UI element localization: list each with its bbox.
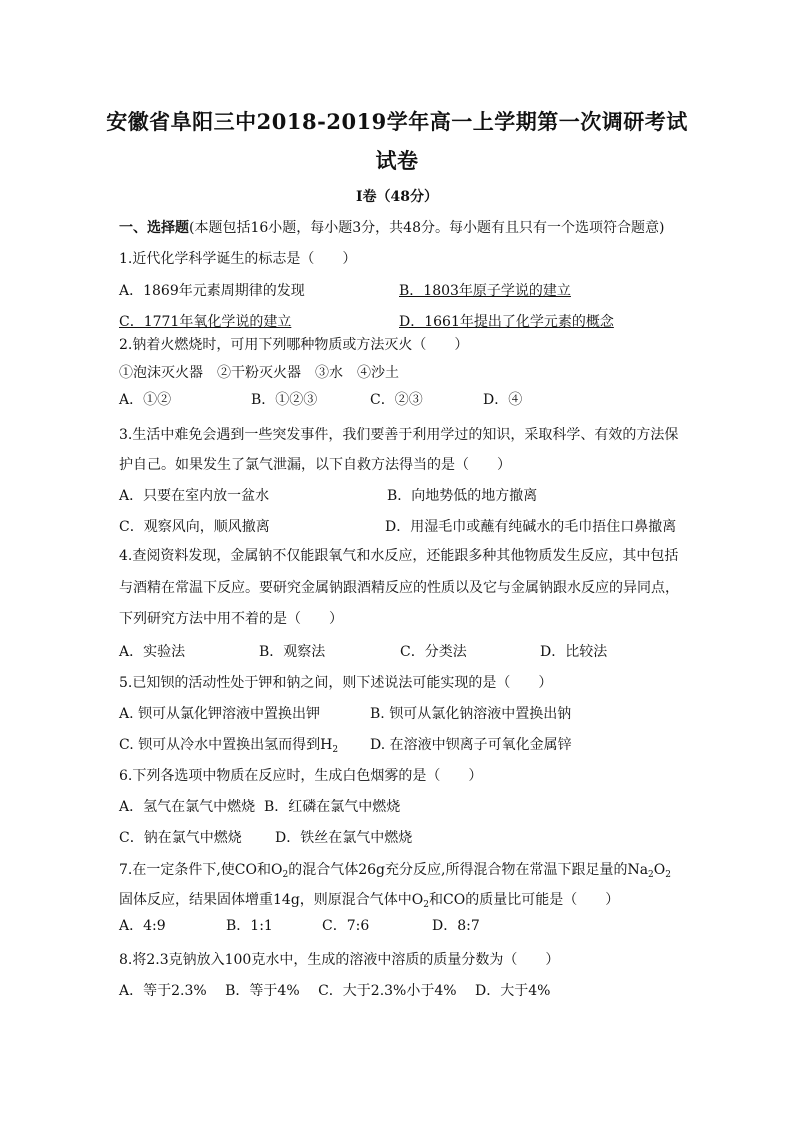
- q7-option-a: A．4:9: [119, 918, 166, 934]
- q4-stem-line2: 与酒精在常温下反应。要研究金属钠跟酒精反应的性质以及它与金属钠跟水反应的异同点，: [119, 580, 679, 596]
- q7-stem-line2: [119, 890, 619, 910]
- q7-text-1: 7.在一定条件下,使CO和O: [119, 862, 283, 878]
- q1-option-b: B．1803年原子学说的建立: [399, 283, 571, 299]
- q4-option-d: D．比较法: [540, 644, 608, 660]
- section-note: (本题包括16小题，每小题3分，共48分。每小题有且只有一个选项符合题意): [189, 220, 665, 236]
- q7-option-c: C．7:6: [322, 918, 370, 934]
- q2-option-c: C．②③: [370, 392, 423, 408]
- q2-items: ①泡沫灭火器 ②干粉灭火器 ③水 ④沙土: [119, 365, 399, 381]
- q6-option-a: A．氢气在氯气中燃烧: [119, 799, 256, 815]
- section-title: 一、选择题: [119, 220, 189, 236]
- q2-option-d: D．④: [483, 392, 523, 408]
- q1-stem: 1.近代化学科学诞生的标志是（ ）: [119, 251, 357, 267]
- q3-stem-line2: 护自己。如果发生了氯气泄漏，以下自救方法得当的是（ ）: [119, 457, 511, 473]
- q5-option-b: B. 钡可从氯化钠溶液中置换出钠: [370, 706, 572, 722]
- q3-option-c: C．观察风向，顺风撤离: [119, 519, 270, 535]
- q7-sub-3: 2: [665, 870, 671, 880]
- q6-option-c: C．钠在氯气中燃烧: [119, 830, 242, 846]
- q1-option-c: C．1771年氧化学说的建立: [119, 314, 292, 330]
- q7-text-3: O: [653, 862, 666, 878]
- q3-option-d: D．用湿毛巾或蘸有纯碱水的毛巾捂住口鼻撤离: [385, 519, 677, 535]
- q8-stem: 8.将2.3克钠放入100克水中，生成的溶液中溶质的质量分数为（ ）: [119, 952, 560, 968]
- q3-option-b: B．向地势低的地方撤离: [387, 488, 538, 504]
- q4-option-c: C．分类法: [400, 644, 467, 660]
- q5-option-a: A. 钡可从氯化钾溶液中置换出钾: [119, 706, 321, 722]
- q7-option-d: D．8:7: [432, 918, 480, 934]
- q2-stem: 2.钠着火燃烧时，可用下列哪种物质或方法灭火（ ）: [119, 337, 469, 353]
- q7-sub-1: 2: [282, 870, 289, 880]
- q3-option-a: A．只要在室内放一盆水: [119, 488, 270, 504]
- q5-option-d: D. 在溶液中钡离子可氧化金属锌: [370, 737, 572, 753]
- q7-option-b: B．1:1: [226, 918, 273, 934]
- q2-option-a: A．①②: [119, 392, 172, 408]
- exam-title: 安徽省阜阳三中2018-2019学年高一上学期第一次调研考试: [106, 109, 688, 134]
- q6-option-b: B．红磷在氯气中燃烧: [264, 799, 401, 815]
- q1-option-a: A．1869年元素周期律的发现: [119, 283, 305, 299]
- q6-option-d: D．铁丝在氯气中燃烧: [275, 830, 413, 846]
- q7-text-5: 和CO的质量比可能是（ ）: [429, 892, 620, 908]
- q8-options: A．等于2.3% B．等于4% C．大于2.3%小于4% D．大于4%: [119, 983, 551, 999]
- q5-option-c: [119, 735, 338, 755]
- q5-option-c-subscript: 2: [332, 745, 339, 755]
- q7-text-4: 固体反应，结果固体增重14g，则原混合气体中O: [119, 892, 424, 908]
- q7-text-2: 的混合气体26g充分反应,所得混合物在常温下跟足量的Na: [288, 862, 649, 878]
- q7-stem-line1: [119, 860, 671, 880]
- q3-stem-line1: 3.生活中难免会遇到一些突发事件，我们要善于利用学过的知识，采取科学、有效的方法保: [119, 427, 679, 443]
- q6-stem: 6.下列各选项中物质在反应时，生成白色烟雾的是（ ）: [119, 768, 483, 784]
- q4-option-b: B．观察法: [259, 644, 326, 660]
- q4-stem-line1: 4.查阅资料发现，金属钠不仅能跟氧气和水反应，还能跟多种其他物质发生反应，其中包括: [119, 548, 679, 564]
- q2-option-b: B．①②③: [251, 392, 318, 408]
- q4-option-a: A．实验法: [119, 644, 186, 660]
- part-label: Ⅰ卷（48分）: [355, 189, 439, 205]
- q5-stem: 5.已知钡的活动性处于钾和钠之间，则下述说法可能实现的是（ ）: [119, 675, 553, 691]
- q4-stem-line3: 下列研究方法中用不着的是（ ）: [119, 611, 343, 627]
- q7-sub-2: 2: [648, 870, 654, 880]
- section-heading: [119, 218, 664, 238]
- exam-title-continued: 试卷: [375, 148, 419, 173]
- q1-option-d: D．1661年提出了化学元素的概念: [399, 314, 614, 330]
- q7-sub-4: 2: [423, 900, 429, 910]
- q5-option-c-text: C. 钡可从冷水中置换出氢而得到H: [119, 737, 333, 753]
